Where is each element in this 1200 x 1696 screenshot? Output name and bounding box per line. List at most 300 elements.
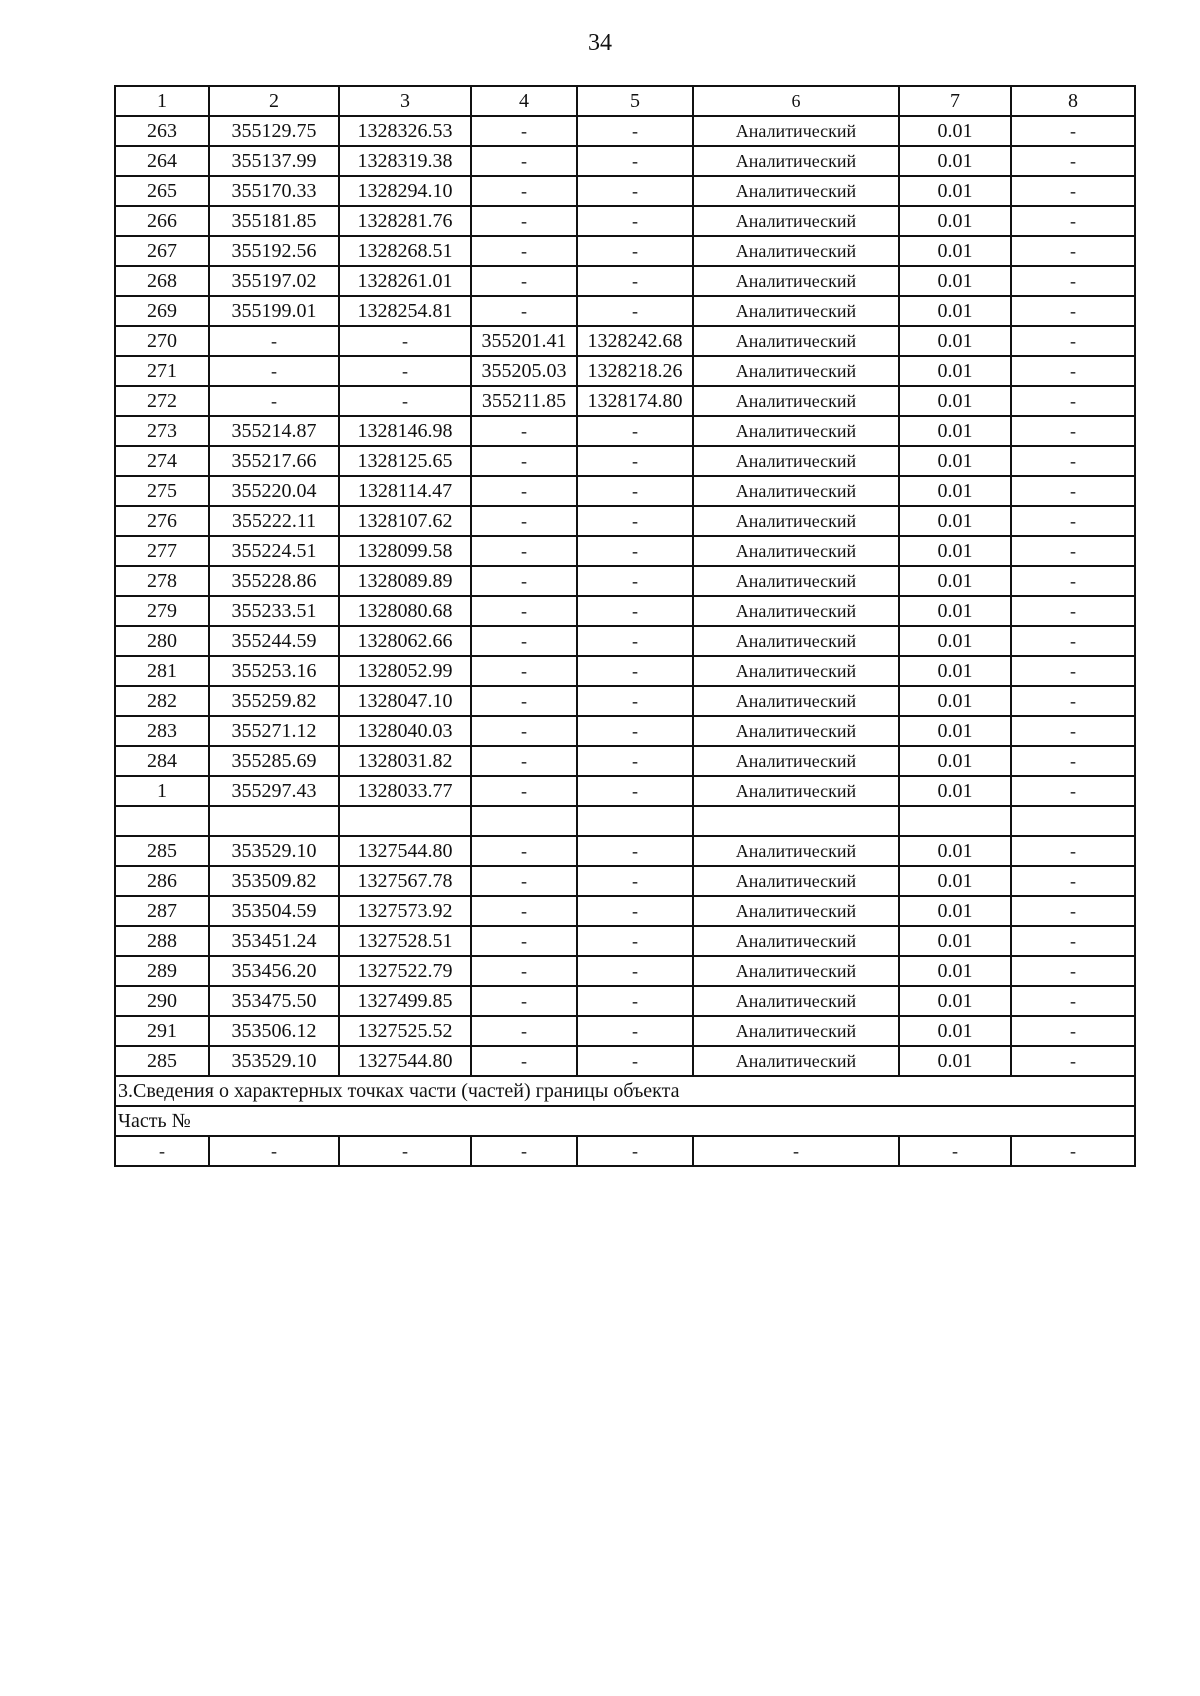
table-cell-col-5: - [577, 836, 693, 866]
table-cell-col-4: - [471, 206, 577, 236]
table-cell-col-1: 282 [115, 686, 209, 716]
table-cell-col-3: 1328319.38 [339, 146, 471, 176]
table-cell-col-2: 353506.12 [209, 1016, 339, 1046]
table-cell-col-2: 355197.02 [209, 266, 339, 296]
table-row [115, 686, 1135, 716]
table-cell-col-6: Аналитический [693, 536, 899, 566]
table-cell-col-5: 1328242.68 [577, 326, 693, 356]
table-cell-col-1: 276 [115, 506, 209, 536]
table-cell-col-3: - [339, 326, 471, 356]
table-cell-col-2: - [209, 326, 339, 356]
table-cell-col-5: - [577, 896, 693, 926]
table-cell-col-1 [115, 806, 209, 836]
table-cell-col-7: 0.01 [899, 506, 1011, 536]
table-cell-col-8: - [1011, 236, 1135, 266]
table-cell-col-2: 353451.24 [209, 926, 339, 956]
table-cell-col-6: Аналитический [693, 326, 899, 356]
table-cell-col-7: 0.01 [899, 206, 1011, 236]
table-row [115, 116, 1135, 146]
table-cell-col-3: - [339, 356, 471, 386]
section-title-row [115, 1076, 1135, 1106]
table-cell-col-1: 281 [115, 656, 209, 686]
table-row [115, 326, 1135, 356]
table-row [115, 896, 1135, 926]
table-cell-col-3: 1328254.81 [339, 296, 471, 326]
table-cell-col-4: - [471, 416, 577, 446]
table-cell-col-6: Аналитический [693, 656, 899, 686]
table-cell-col-1: 263 [115, 116, 209, 146]
table-cell-col-5: - [577, 1046, 693, 1076]
table-cell-col-4: - [471, 536, 577, 566]
table-cell-col-7: 0.01 [899, 686, 1011, 716]
table-cell-col-4: - [471, 836, 577, 866]
table-cell-col-3: 1328062.66 [339, 626, 471, 656]
table-cell-col-3: 1327522.79 [339, 956, 471, 986]
table-cell-col-6: Аналитический [693, 716, 899, 746]
table-cell-col-4: - [471, 566, 577, 596]
table-cell-col-8: 8 [1011, 86, 1135, 116]
table-cell-col-8 [1011, 806, 1135, 836]
table-cell-col-6: Аналитический [693, 416, 899, 446]
table-cell-col-5: - [577, 206, 693, 236]
table-cell-col-5: - [577, 446, 693, 476]
table-row [115, 866, 1135, 896]
table-cell-col-7: 0.01 [899, 866, 1011, 896]
table-cell-col-8: - [1011, 776, 1135, 806]
table-cell-col-4: - [471, 1046, 577, 1076]
table-cell-col-8: - [1011, 836, 1135, 866]
table-cell-col-8: - [1011, 866, 1135, 896]
separator-row [115, 806, 1135, 836]
table-cell-col-6: Аналитический [693, 116, 899, 146]
table-cell-col-8: - [1011, 266, 1135, 296]
table-row [115, 596, 1135, 626]
table-row [115, 296, 1135, 326]
part-label: Часть № [115, 1106, 1135, 1136]
table-cell-col-1: 287 [115, 896, 209, 926]
table-cell-col-5: - [577, 176, 693, 206]
table-cell-col-7: 0.01 [899, 566, 1011, 596]
table-cell-col-6: Аналитический [693, 926, 899, 956]
table-cell-col-7: 0.01 [899, 656, 1011, 686]
table-cell-col-5: - [577, 566, 693, 596]
table-cell-col-6: - [693, 1136, 899, 1166]
table-cell-col-4: - [471, 596, 577, 626]
table-row [115, 626, 1135, 656]
table-cell-col-8: - [1011, 686, 1135, 716]
table-cell-col-1: 290 [115, 986, 209, 1016]
table-cell-col-4: - [471, 866, 577, 896]
table-cell-col-4: - [471, 1136, 577, 1166]
table-cell-col-2: 355137.99 [209, 146, 339, 176]
table-row [115, 566, 1135, 596]
table-cell-col-3: 1328294.10 [339, 176, 471, 206]
table-cell-col-6: Аналитический [693, 146, 899, 176]
table-cell-col-3: 1328052.99 [339, 656, 471, 686]
table-cell-col-8: - [1011, 986, 1135, 1016]
table-cell-col-3: - [339, 1136, 471, 1166]
table-cell-col-7: 7 [899, 86, 1011, 116]
table-cell-col-2: - [209, 356, 339, 386]
table-cell-col-2: 355253.16 [209, 656, 339, 686]
table-cell-col-8: - [1011, 446, 1135, 476]
table-cell-col-5: - [577, 776, 693, 806]
table-cell-col-2: 353529.10 [209, 1046, 339, 1076]
table-cell-col-2: 353509.82 [209, 866, 339, 896]
table-cell-col-1: 267 [115, 236, 209, 266]
table-cell-col-4 [471, 806, 577, 836]
table-cell-col-5: 5 [577, 86, 693, 116]
table-cell-col-6: Аналитический [693, 446, 899, 476]
table-cell-col-3: 1328326.53 [339, 116, 471, 146]
table-row [115, 716, 1135, 746]
table-cell-col-1: 288 [115, 926, 209, 956]
table-row [115, 656, 1135, 686]
table-cell-col-6 [693, 806, 899, 836]
table-cell-col-3: 1328031.82 [339, 746, 471, 776]
table-cell-col-6: Аналитический [693, 776, 899, 806]
table-cell-col-3: 1328033.77 [339, 776, 471, 806]
table-cell-col-8: - [1011, 146, 1135, 176]
table-cell-col-7: 0.01 [899, 1046, 1011, 1076]
table-cell-col-3: 1327544.80 [339, 1046, 471, 1076]
table-cell-col-3: 1328089.89 [339, 566, 471, 596]
table-cell-col-6: Аналитический [693, 866, 899, 896]
table-cell-col-4: - [471, 926, 577, 956]
table-cell-col-5: - [577, 956, 693, 986]
table-cell-col-2: 355233.51 [209, 596, 339, 626]
table-row [115, 956, 1135, 986]
table-cell-col-5: - [577, 476, 693, 506]
table-cell-col-1: 280 [115, 626, 209, 656]
table-row [115, 176, 1135, 206]
table-cell-col-5: - [577, 716, 693, 746]
table-cell-col-1: 272 [115, 386, 209, 416]
table-cell-col-8: - [1011, 506, 1135, 536]
table-cell-col-2 [209, 806, 339, 836]
table-cell-col-1: 279 [115, 596, 209, 626]
table-cell-col-1: 285 [115, 1046, 209, 1076]
table-cell-col-2: 355244.59 [209, 626, 339, 656]
table-row [115, 746, 1135, 776]
table-cell-col-1: 286 [115, 866, 209, 896]
table-cell-col-3: 1328268.51 [339, 236, 471, 266]
table-cell-col-4: - [471, 956, 577, 986]
table-cell-col-8: - [1011, 896, 1135, 926]
table-cell-col-5: - [577, 626, 693, 656]
table-cell-col-3: 1328080.68 [339, 596, 471, 626]
table-cell-col-7: 0.01 [899, 266, 1011, 296]
table-cell-col-6: Аналитический [693, 386, 899, 416]
table-cell-col-5: - [577, 1136, 693, 1166]
table-cell-col-1: 268 [115, 266, 209, 296]
table-cell-col-3: 3 [339, 86, 471, 116]
table-cell-col-4: - [471, 506, 577, 536]
table-row [115, 446, 1135, 476]
table-cell-col-1: 270 [115, 326, 209, 356]
table-cell-col-4: 355201.41 [471, 326, 577, 356]
table-cell-col-8: - [1011, 746, 1135, 776]
table-cell-col-7: 0.01 [899, 326, 1011, 356]
table-cell-col-5: 1328218.26 [577, 356, 693, 386]
table-cell-col-8: - [1011, 476, 1135, 506]
table-cell-col-7: 0.01 [899, 236, 1011, 266]
table-cell-col-5: - [577, 116, 693, 146]
table-cell-col-1: 274 [115, 446, 209, 476]
table-cell-col-8: - [1011, 536, 1135, 566]
table-cell-col-2: 355214.87 [209, 416, 339, 446]
table-cell-col-5: - [577, 686, 693, 716]
table-row [115, 926, 1135, 956]
table-cell-col-7: - [899, 1136, 1011, 1166]
table-cell-col-2: - [209, 386, 339, 416]
table-cell-col-3: 1327573.92 [339, 896, 471, 926]
table-cell-col-2: 355224.51 [209, 536, 339, 566]
table-cell-col-7: 0.01 [899, 746, 1011, 776]
table-cell-col-2: 355259.82 [209, 686, 339, 716]
table-row [115, 536, 1135, 566]
table-cell-col-3: 1327544.80 [339, 836, 471, 866]
table-cell-col-1: 1 [115, 86, 209, 116]
table-cell-col-4: - [471, 1016, 577, 1046]
table-cell-col-8: - [1011, 176, 1135, 206]
table-cell-col-7: 0.01 [899, 356, 1011, 386]
table-cell-col-6: Аналитический [693, 566, 899, 596]
table-cell-col-5: - [577, 296, 693, 326]
table-row [115, 266, 1135, 296]
table-cell-col-5: - [577, 236, 693, 266]
table-cell-col-1: 289 [115, 956, 209, 986]
table-cell-col-3: 1328281.76 [339, 206, 471, 236]
table-cell-col-4: 355211.85 [471, 386, 577, 416]
table-cell-col-4: - [471, 656, 577, 686]
table-cell-col-7: 0.01 [899, 986, 1011, 1016]
table-cell-col-5: - [577, 1016, 693, 1046]
table-cell-col-7: 0.01 [899, 926, 1011, 956]
table-cell-col-6: Аналитический [693, 896, 899, 926]
table-cell-col-2: 355192.56 [209, 236, 339, 266]
table-cell-col-3: 1327499.85 [339, 986, 471, 1016]
table-cell-col-6: Аналитический [693, 206, 899, 236]
table-cell-col-4: - [471, 746, 577, 776]
table-cell-col-3: 1327528.51 [339, 926, 471, 956]
table-cell-col-4: - [471, 176, 577, 206]
table-cell-col-8: - [1011, 116, 1135, 146]
table-cell-col-6: Аналитический [693, 1046, 899, 1076]
table-cell-col-7: 0.01 [899, 776, 1011, 806]
table-cell-col-4: - [471, 236, 577, 266]
table-cell-col-8: - [1011, 386, 1135, 416]
table-cell-col-6: Аналитический [693, 266, 899, 296]
table-cell-col-1: 265 [115, 176, 209, 206]
table-cell-col-4: - [471, 626, 577, 656]
table-cell-col-7: 0.01 [899, 116, 1011, 146]
table-row [115, 386, 1135, 416]
table-row [115, 1016, 1135, 1046]
table-cell-col-1: 284 [115, 746, 209, 776]
table-cell-col-8: - [1011, 206, 1135, 236]
table-cell-col-4: - [471, 266, 577, 296]
table-cell-col-4: - [471, 146, 577, 176]
table-cell-col-1: 271 [115, 356, 209, 386]
table-cell-col-7: 0.01 [899, 476, 1011, 506]
table-cell-col-4: - [471, 686, 577, 716]
table-cell-col-2: 353504.59 [209, 896, 339, 926]
table-cell-col-8: - [1011, 626, 1135, 656]
table-cell-col-1: 275 [115, 476, 209, 506]
table-cell-col-2: - [209, 1136, 339, 1166]
table-cell-col-4: - [471, 446, 577, 476]
table-cell-col-6: Аналитический [693, 686, 899, 716]
table-cell-col-1: 277 [115, 536, 209, 566]
table-cell-col-3: - [339, 386, 471, 416]
table-cell-col-2: 355217.66 [209, 446, 339, 476]
table-cell-col-5: - [577, 746, 693, 776]
table-cell-col-8: - [1011, 926, 1135, 956]
table-cell-col-7: 0.01 [899, 536, 1011, 566]
table-cell-col-6: Аналитический [693, 356, 899, 386]
table-cell-col-7: 0.01 [899, 836, 1011, 866]
table-cell-col-6: Аналитический [693, 956, 899, 986]
table-cell-col-8: - [1011, 296, 1135, 326]
section-title: 3.Сведения о характерных точках части (частей) границы объекта [115, 1076, 1135, 1106]
table-cell-col-6: Аналитический [693, 986, 899, 1016]
table-cell-col-2: 353475.50 [209, 986, 339, 1016]
table-cell-col-4: - [471, 896, 577, 926]
table-cell-col-5: - [577, 866, 693, 896]
table-cell-col-7: 0.01 [899, 626, 1011, 656]
table-cell-col-1: - [115, 1136, 209, 1166]
table-cell-col-6: 6 [693, 86, 899, 116]
table-row [115, 476, 1135, 506]
table-cell-col-3: 1328047.10 [339, 686, 471, 716]
table-cell-col-3 [339, 806, 471, 836]
table-cell-col-2: 353456.20 [209, 956, 339, 986]
table-cell-col-8: - [1011, 656, 1135, 686]
table-cell-col-4: 355205.03 [471, 356, 577, 386]
table-cell-col-5: - [577, 986, 693, 1016]
table-cell-col-6: Аналитический [693, 296, 899, 326]
table-cell-col-1: 264 [115, 146, 209, 176]
table-cell-col-4: - [471, 986, 577, 1016]
table-cell-col-8: - [1011, 716, 1135, 746]
part-label-row [115, 1106, 1135, 1136]
table-cell-col-6: Аналитический [693, 596, 899, 626]
table-cell-col-1: 273 [115, 416, 209, 446]
table-cell-col-7: 0.01 [899, 896, 1011, 926]
table-row [115, 836, 1135, 866]
table-cell-col-6: Аналитический [693, 176, 899, 206]
table-cell-col-6: Аналитический [693, 1016, 899, 1046]
table-cell-col-5: - [577, 536, 693, 566]
table-cell-col-7: 0.01 [899, 176, 1011, 206]
table-cell-col-8: - [1011, 1016, 1135, 1046]
table-cell-col-2: 355181.85 [209, 206, 339, 236]
table-cell-col-3: 1328099.58 [339, 536, 471, 566]
table-cell-col-5: - [577, 596, 693, 626]
table-cell-col-2: 353529.10 [209, 836, 339, 866]
table-cell-col-6: Аналитический [693, 506, 899, 536]
table-cell-col-7: 0.01 [899, 146, 1011, 176]
table-row [115, 1046, 1135, 1076]
table-cell-col-4: - [471, 476, 577, 506]
table-row [115, 506, 1135, 536]
table-cell-col-3: 1327525.52 [339, 1016, 471, 1046]
table-cell-col-1: 1 [115, 776, 209, 806]
table-cell-col-4: - [471, 776, 577, 806]
table-cell-col-3: 1328114.47 [339, 476, 471, 506]
table-cell-col-2: 355271.12 [209, 716, 339, 746]
table-cell-col-2: 355199.01 [209, 296, 339, 326]
table-cell-col-8: - [1011, 326, 1135, 356]
table-cell-col-2: 355170.33 [209, 176, 339, 206]
table-cell-col-2: 355297.43 [209, 776, 339, 806]
table-cell-col-7 [899, 806, 1011, 836]
page-number: 34 [588, 30, 612, 56]
table-cell-col-6: Аналитический [693, 746, 899, 776]
table-cell-col-2: 355220.04 [209, 476, 339, 506]
table-cell-col-5: - [577, 656, 693, 686]
table-cell-col-2: 355222.11 [209, 506, 339, 536]
table-cell-col-5: - [577, 266, 693, 296]
table-cell-col-8: - [1011, 416, 1135, 446]
table-row [115, 986, 1135, 1016]
table-cell-col-6: Аналитический [693, 626, 899, 656]
table-cell-col-6: Аналитический [693, 476, 899, 506]
table-cell-col-7: 0.01 [899, 386, 1011, 416]
table-cell-col-8: - [1011, 596, 1135, 626]
table-cell-col-3: 1328125.65 [339, 446, 471, 476]
table-cell-col-3: 1328146.98 [339, 416, 471, 446]
table-row [115, 356, 1135, 386]
table-cell-col-8: - [1011, 956, 1135, 986]
table-cell-col-5: - [577, 146, 693, 176]
table-cell-col-7: 0.01 [899, 296, 1011, 326]
table-row [115, 416, 1135, 446]
table-cell-col-7: 0.01 [899, 956, 1011, 986]
table-cell-col-7: 0.01 [899, 596, 1011, 626]
table-cell-col-6: Аналитический [693, 236, 899, 266]
table-cell-col-4: - [471, 296, 577, 326]
table-cell-col-3: 1328107.62 [339, 506, 471, 536]
table-cell-col-1: 269 [115, 296, 209, 326]
header-row [115, 86, 1135, 116]
table-cell-col-1: 285 [115, 836, 209, 866]
part-row [115, 1136, 1135, 1166]
table-cell-col-2: 355129.75 [209, 116, 339, 146]
table-cell-col-8: - [1011, 1136, 1135, 1166]
table-cell-col-3: 1328261.01 [339, 266, 471, 296]
table-row [115, 776, 1135, 806]
table-cell-col-8: - [1011, 566, 1135, 596]
table-cell-col-1: 266 [115, 206, 209, 236]
table-row [115, 206, 1135, 236]
table-cell-col-8: - [1011, 356, 1135, 386]
table-cell-col-4: 4 [471, 86, 577, 116]
table-cell-col-8: - [1011, 1046, 1135, 1076]
table-cell-col-5 [577, 806, 693, 836]
table-cell-col-5: - [577, 926, 693, 956]
table-cell-col-7: 0.01 [899, 416, 1011, 446]
table-cell-col-7: 0.01 [899, 716, 1011, 746]
coordinates-table [114, 85, 1136, 1167]
table-cell-col-4: - [471, 116, 577, 146]
table-cell-col-6: Аналитический [693, 836, 899, 866]
table-cell-col-1: 291 [115, 1016, 209, 1046]
table-cell-col-5: 1328174.80 [577, 386, 693, 416]
table-cell-col-2: 2 [209, 86, 339, 116]
table-cell-col-2: 355285.69 [209, 746, 339, 776]
